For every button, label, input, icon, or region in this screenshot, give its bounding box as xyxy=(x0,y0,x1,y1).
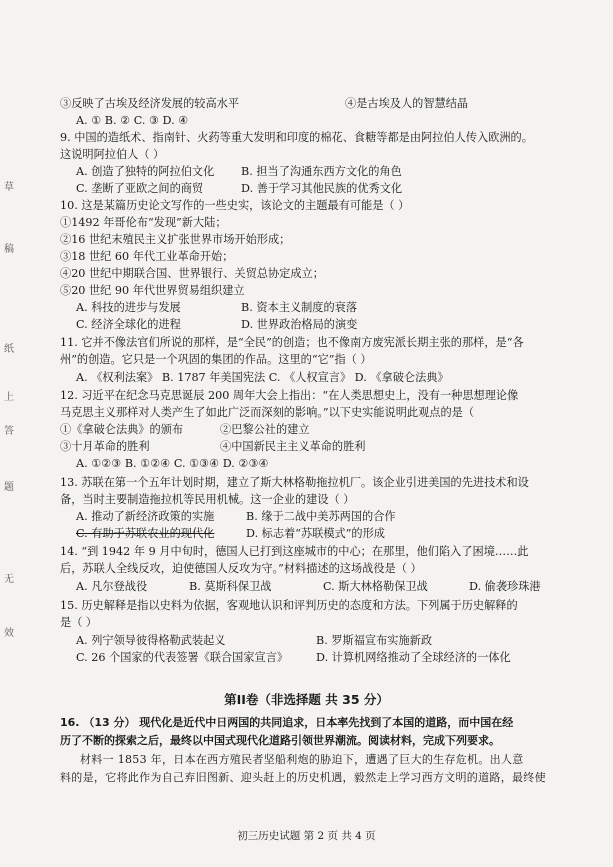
q14-choice-b: B. 莫斯科保卫战 xyxy=(189,580,272,593)
q13-choice-c: C. 有助于苏联农业的现代化 xyxy=(76,527,215,540)
q10-choice-b: B. 资本主义制度的衰落 xyxy=(241,301,358,314)
q9-choice-row xyxy=(76,165,613,179)
q10-choice-a: A. 科技的进步与发展 xyxy=(76,301,181,314)
q10-item-5: ⑤20 世纪 90 年代世界贸易组织建立 xyxy=(60,284,245,297)
section-2-title: 第II卷（非选择题 共 35 分） xyxy=(224,692,389,707)
page-footer: 初三历史试题 第 2 页 共 4 页 xyxy=(237,830,376,842)
q13-stem-cont: 备，当时主要制造拖拉机等民用机械。这一企业的建设（ ） xyxy=(60,493,355,506)
q15-choice-row xyxy=(76,634,613,648)
q15-choice-c: C. 26 个国家的代表签署《联合国家宣言》 xyxy=(76,651,289,664)
q14-choice-c: C. 斯大林格勒保卫战 xyxy=(323,580,428,593)
q13-choice-row xyxy=(76,510,613,524)
q14-choice-d: D. 偷袭珍珠港 xyxy=(469,580,541,593)
margin-mark: 无 xyxy=(4,574,14,585)
q12-item-4: ④中国新民主主义革命的胜利 xyxy=(220,440,366,453)
q13-choice-d: D. 标志着“苏联模式”的形成 xyxy=(246,527,385,540)
q9-choice-c: C. 垄断了亚欧之间的商贸 xyxy=(76,182,204,195)
q8-option-4: ④是古埃及人的智慧结晶 xyxy=(345,97,469,110)
q15-choice-b: B. 罗斯福宣布实施新政 xyxy=(316,634,433,647)
q15-choice-d: D. 计算机网络推动了全球经济的一体化 xyxy=(316,651,511,664)
q8-option-3: ③反映了古埃及经济发展的较高水平 xyxy=(60,97,240,110)
q11-stem-cont: 州”的创造。它只是一个巩固的集团的作品。这里的“它”指（ ） xyxy=(60,353,372,366)
q12-item-3: ③十月革命的胜利 xyxy=(60,440,150,453)
q9-choice-row xyxy=(76,182,613,196)
q9-choice-d: D. 善于学习其他民族的优秀文化 xyxy=(241,182,403,195)
q12-item-2: ②巴黎公社的建立 xyxy=(220,423,310,436)
margin-mark: 题 xyxy=(4,482,14,493)
q8-choices: A. ① B. ② C. ③ D. ④ xyxy=(76,114,189,127)
q12-item-1: ①《拿破仑法典》的颁布 xyxy=(60,423,184,436)
q16-material-1-cont: 料的是，它将此作为自己弃旧图新、迎头赶上的历史机遇，毅然走上学习西方文明的道路，最终使 xyxy=(60,771,546,784)
q12-choices: A. ①②③ B. ①②④ C. ①③④ D. ②③④ xyxy=(76,457,269,470)
q12-stem: 12. 习近平在纪念马克思诞辰 200 周年大会上指出：“在人类思想史上，没有一种思想理论像 xyxy=(60,389,519,402)
q13-stem: 13. 苏联在第一个五年计划时期，建立了斯大林格勒拖拉机厂。该企业引进美国的先进技术和设 xyxy=(60,476,529,489)
q10-choice-c: C. 经济全球化的进程 xyxy=(76,318,181,331)
margin-mark: 上 xyxy=(4,392,14,403)
margin-mark: 效 xyxy=(4,628,14,639)
q9-choice-b: B. 担当了沟通东西方文化的角色 xyxy=(241,165,402,178)
q15-stem-cont: 是（ ） xyxy=(60,616,98,629)
q9-stem: 9. 中国的造纸术、指南针、火药等重大发明和印度的棉花、食糖等都是由阿拉伯人传入欧洲的。 xyxy=(60,131,533,144)
q10-item-1: ①1492 年哥伦布“发现”新大陆； xyxy=(60,216,227,229)
q14-stem: 14. “到 1942 年 9 月中旬时，德国人已打到这座城市的中心；在那里，他们陷入了困境……此 xyxy=(60,545,529,558)
q14-stem-cont: 后，苏联人全线反攻，迫使德国人反攻为守。”材料描述的这场战役是（ ） xyxy=(60,562,422,575)
q11-choices: A. 《权利法案》 B. 1787 年美国宪法 C. 《人权宣言》 D. 《拿破仑法典》 xyxy=(76,371,449,384)
margin-mark: 草 xyxy=(4,182,14,193)
q16-stem: 16. （13 分） 现代化是近代中日两国的共同追求，日本率先找到了本国的道路，而中国在经 xyxy=(60,716,514,729)
q16-stem-cont: 历了不断的探索之后，最终以中国式现代化道路引领世界潮流。阅读材料，完成下列要求。 xyxy=(60,734,500,747)
q9-stem-cont: 这说明阿拉伯人（ ） xyxy=(60,148,165,161)
q16-material-1: 材料一 1853 年，日本在西方殖民者坚船利炮的胁迫下，遭遇了巨大的生存危机。出人意 xyxy=(80,753,524,766)
q13-choice-row xyxy=(76,527,613,541)
q11-stem: 11. 它并不像法官们所说的那样，是“全民”的创造；也不像南方废宪派长期主张的那样，是“各 xyxy=(60,336,524,349)
q13-choice-b: B. 缘于二战中美苏两国的合作 xyxy=(246,510,396,523)
q14-choice-row xyxy=(76,580,613,594)
q10-choice-row xyxy=(76,318,613,332)
q10-item-3: ③18 世纪 60 年代工业革命开始； xyxy=(60,250,234,263)
margin-mark: 答 xyxy=(4,426,14,437)
q15-choice-a: A. 列宁领导彼得格勒武装起义 xyxy=(76,634,226,647)
q10-choice-row xyxy=(76,301,613,315)
q10-choice-d: D. 世界政治格局的演变 xyxy=(241,318,358,331)
q10-item-2: ②16 世纪末殖民主义扩张世界市场开始形成； xyxy=(60,233,291,246)
margin-mark: 稿 xyxy=(4,244,14,255)
q8-options-row xyxy=(60,97,600,111)
q14-choice-a: A. 凡尔登战役 xyxy=(76,580,148,593)
q10-stem: 10. 这是某篇历史论文写作的一些史实，该论文的主题最有可能是（ ） xyxy=(60,199,410,212)
q12-stem-cont: 马克思主义那样对人类产生了如此广泛而深刻的影响。”以下史实能说明此观点的是（ xyxy=(60,406,475,419)
q10-item-4: ④20 世纪中期联合国、世界银行、关贸总协定成立； xyxy=(60,267,324,280)
q12-item-row xyxy=(60,423,600,437)
q13-choice-a: A. 推动了新经济政策的实施 xyxy=(76,510,215,523)
q9-choice-a: A. 创造了独特的阿拉伯文化 xyxy=(76,165,215,178)
margin-mark: 纸 xyxy=(4,344,14,355)
q15-stem: 15. 历史解释是指以史料为依据，客观地认识和评判历史的态度和方法。下列属于历史解释的 xyxy=(60,599,518,612)
q15-choice-row xyxy=(76,651,613,665)
q12-item-row xyxy=(60,440,600,454)
